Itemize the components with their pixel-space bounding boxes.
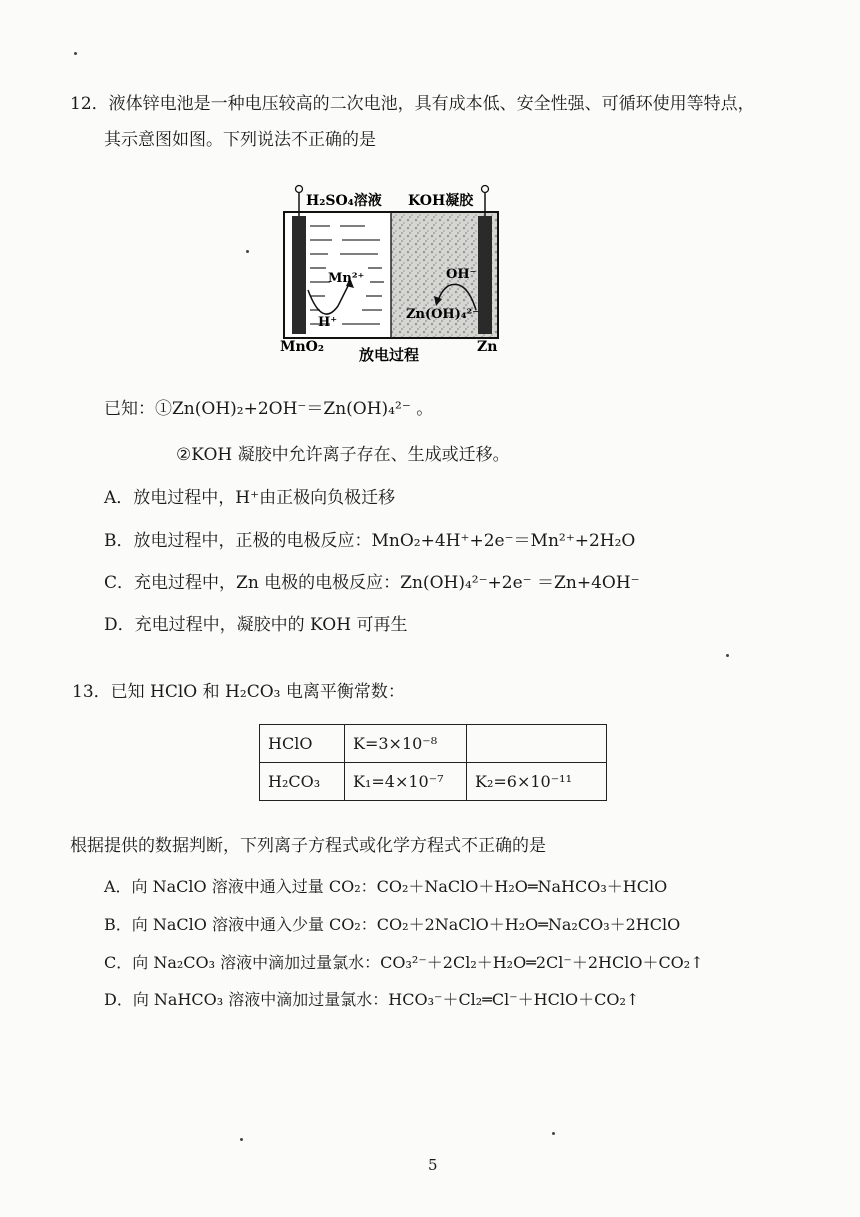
scan-speck [552,1132,555,1135]
table-cell: K₁=4×10⁻⁷ [345,763,467,801]
ion-h: H⁺ [318,315,338,330]
ion-znoh: Zn(OH)₄²⁻ [406,307,480,322]
mno2-electrode [292,216,306,334]
q12-known-1: 已知：①Zn(OH)₂+2OH⁻＝Zn(OH)₄²⁻ 。 [104,399,434,419]
ion-oh: OH⁻ [446,267,477,282]
table-row [260,725,607,763]
q13-option-d: D．向 NaHCO₃ 溶液中滴加过量氯水：HCO₃⁻＋Cl₂═Cl⁻＋HClO＋CO₂↑ [104,990,640,1009]
label-koh: KOH凝胶 [408,193,474,209]
ionization-constant-table [259,724,607,801]
left-terminal [296,186,303,193]
label-h2so4: H₂SO₄溶液 [306,193,382,209]
q12-option-d: D．充电过程中，凝胶中的 KOH 可再生 [104,615,408,635]
diagram-caption: 放电过程 [359,346,420,364]
table-cell: H₂CO₃ [260,763,345,801]
q12-option-c: C．充电过程中，Zn 电极的电极反应：Zn(OH)₄²⁻+2e⁻ ＝Zn+4OH⁻ [104,573,640,593]
page-number: 5 [428,1156,438,1174]
q13-question: 根据提供的数据判断，下列离子方程式或化学方程式不正确的是 [70,836,546,856]
table-cell: K=3×10⁻⁸ [345,725,467,763]
scan-speck [726,654,729,657]
q12-stem-line1: 12．液体锌电池是一种电压较高的二次电池，具有成本低、安全性强、可循环使用等特点， [70,94,755,114]
q12-known-2: ②KOH 凝胶中允许离子存在、生成或迁移。 [176,445,510,465]
q13-option-c: C．向 Na₂CO₃ 溶液中滴加过量氯水：CO₃²⁻＋2Cl₂＋H₂O═2Cl⁻＋2HClO＋CO₂↑ [104,953,704,972]
label-mno2: MnO₂ [280,339,325,355]
ion-mn: Mn²⁺ [328,271,365,286]
q12-option-b: B．放电过程中，正极的电极反应：MnO₂+4H⁺+2e⁻＝Mn²⁺+2H₂O [104,531,636,551]
scan-speck [240,1138,243,1141]
battery-diagram [270,178,510,368]
q12-option-a: A．放电过程中，H⁺由正极向负极迁移 [104,488,396,508]
label-zn: Zn [477,339,498,355]
q13-option-a: A．向 NaClO 溶液中通入过量 CO₂：CO₂＋NaClO＋H₂O═NaHCO₃＋HClO [104,877,668,896]
right-terminal [482,186,489,193]
q13-option-b: B．向 NaClO 溶液中通入少量 CO₂：CO₂＋2NaClO＋H₂O═Na₂CO₃＋2HClO [104,915,681,934]
q13-stem: 13．已知 HClO 和 H₂CO₃ 电离平衡常数： [72,682,405,702]
table-cell: HClO [260,725,345,763]
zn-electrode [478,216,492,334]
scan-speck [74,52,77,55]
q12-stem-line2: 其示意图如图。下列说法不正确的是 [104,130,376,150]
table-row [260,763,607,801]
scan-speck [246,250,249,253]
table-cell [467,725,607,763]
table-cell: K₂=6×10⁻¹¹ [467,763,607,801]
